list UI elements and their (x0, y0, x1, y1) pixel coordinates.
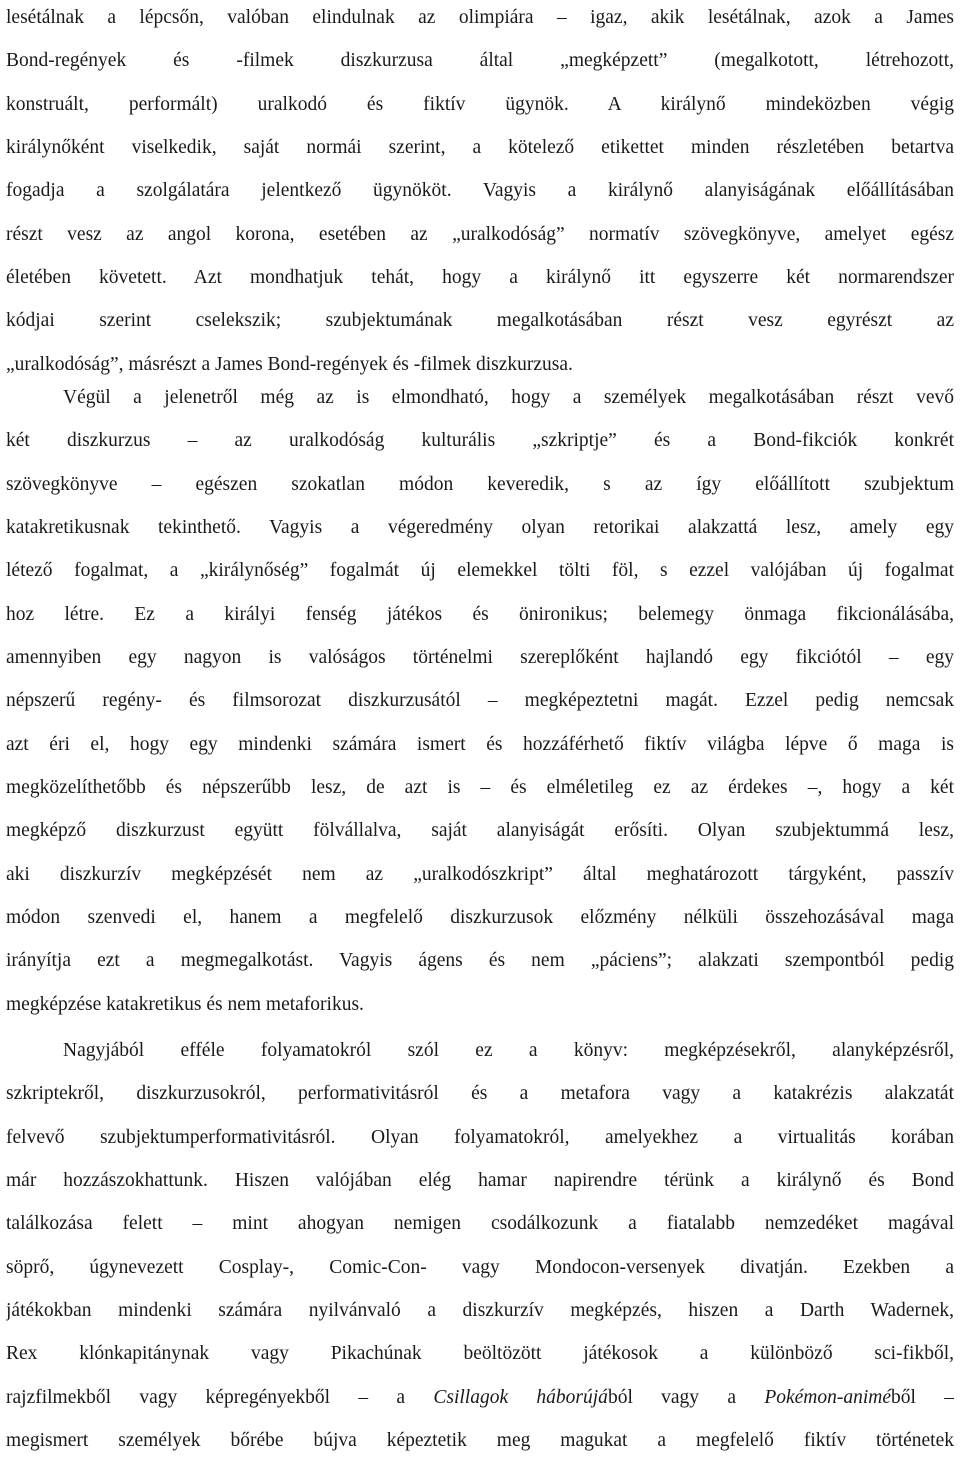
text-line: „uralkodóság”, másrészt a James Bond-regények és -filmek diszkurzusa. (6, 353, 573, 375)
text-line: Rex klónkapitánynak vagy Pikachúnak beöltözött játékosok a különböző sci-fikből, (6, 1343, 954, 1365)
text-line: kódjai szerint cselekszik; szubjektumának megalkotásában részt vesz egyrészt az (6, 310, 954, 332)
text-line: létező fogalmat, a „királynőség” fogalmát új elemekkel tölti föl, s ezzel valójában új fogalmat (6, 560, 954, 582)
text-line: irányítja ezt a megmegalkotást. Vagyis ágens és nem „páciens”; alakzati szempontból pedig (6, 950, 954, 972)
text-line: már hozzászokhattunk. Hiszen valójában elég hamar napirendre térünk a királynő és Bond (6, 1170, 954, 1192)
text-line: megközelíthetőbb és népszerűbb lesz, de azt is – és elméletileg ez az érdekes –, hogy a két (6, 777, 954, 799)
text-line: aki diszkurzív megképzését nem az „uralkodószkript” által meghatározott tárgyként, passzív (6, 863, 954, 885)
text-line: megismert személyek bőrébe bújva képeztetik meg magukat a megfelelő fiktív történetek (6, 1430, 954, 1452)
text-line: életében követett. Azt mondhatjuk tehát, hogy a királynő itt egyszerre két normarendszer (6, 267, 954, 289)
text-line: megképzése katakretikus és nem metaforikus. (6, 993, 364, 1015)
text-run: rajzfilmekből vagy képregényekből – a (6, 1386, 434, 1408)
text-line: két diszkurzus – az uralkodóság kulturális „szkriptje” és a Bond-fikciók konkrét (6, 430, 954, 452)
text-line: játékokban mindenki számára nyilvánvaló a diszkurzív megképzés, hiszen a Darth Wadernek, (6, 1300, 954, 1322)
text-line: részt vesz az angol korona, esetében az „uralkodóság” normatív szövegkönyve, amelyet egész (6, 223, 954, 245)
text-line: azt éri el, hogy egy mindenki számára ismert és hozzáférhető fiktív világba lépve ő maga is (6, 733, 954, 755)
text-run: ből – (891, 1386, 954, 1408)
text-line: Nagyjából efféle folyamatokról szól ez a könyv: megképzésekről, alanyképzésről, (63, 1040, 954, 1061)
text-line: amennyiben egy nagyon is valóságos történelmi szereplőként hajlandó egy fikciótól – egy (6, 647, 954, 669)
text-run: ból vagy a (607, 1386, 765, 1408)
text-line: megképző diszkurzust együtt fölvállalva, saját alanyiságát erősíti. Olyan szubjektummá lesz, (6, 820, 954, 842)
paragraph-1 (6, 0, 954, 386)
paragraph-2 (6, 376, 954, 1026)
text-line: találkozása felett – mint ahogyan nemigen csodálkozunk a fiatalabb nemzedéket magával (6, 1213, 954, 1235)
text-line: hoz létre. Ez a királyi fenség játékos és önironikus; belemegy önmaga fikcionálásába, (6, 603, 954, 625)
italic-title: Csillagok háborújá (433, 1386, 608, 1408)
text-line: királynőként viselkedik, saját normái szerint, a kötelező etikettet minden részletében betartva (6, 137, 954, 159)
text-line: lesétálnak a lépcsőn, valóban elindulnak az olimpiára – igaz, akik lesétálnak, azok a James (6, 7, 954, 28)
text-line: söprő, úgynevezett Cosplay-, Comic-Con- vagy Mondocon-versenyek divatján. Ezekben a (6, 1256, 954, 1278)
text-line: módon szenvedi el, hanem a megfelelő diszkurzusok előzmény nélküli összehozásával maga (6, 907, 954, 929)
text-line-with-titles (6, 1376, 954, 1419)
text-line: szövegkönyve – egészen szokatlan módon keveredik, s az így előállított szubjektum (6, 473, 954, 495)
text-line: konstruált, performált) uralkodó és fiktív ügynök. A királynő mindeközben végig (6, 93, 954, 115)
text-line: Végül a jelenetről még az is elmondható, hogy a személyek megalkotásában részt vevő (63, 387, 954, 408)
text-line: népszerű regény- és filmsorozat diszkurzusától – megképeztetni magát. Ezzel pedig nemcsak (6, 690, 954, 712)
italic-title: Pokémon-animé (764, 1386, 892, 1408)
paragraph-3 (6, 1029, 954, 1462)
text-line: katakretikusnak tekinthető. Vagyis a végeredmény olyan retorikai alakzattá lesz, amely egy (6, 517, 954, 539)
text-line: fogadja a szolgálatára jelentkező ügynököt. Vagyis a királynő alanyiságának előállításában (6, 180, 954, 202)
text-line: Bond-regények és -filmek diszkurzusa által „megképzett” (megalkotott, létrehozott, (6, 50, 954, 72)
text-line: felvevő szubjektumperformativitásról. Olyan folyamatokról, amelyekhez a virtualitás korában (6, 1126, 954, 1148)
text-line: szkriptekről, diszkurzusokról, performativitásról és a metafora vagy a katakrézis alakzatát (6, 1083, 954, 1105)
